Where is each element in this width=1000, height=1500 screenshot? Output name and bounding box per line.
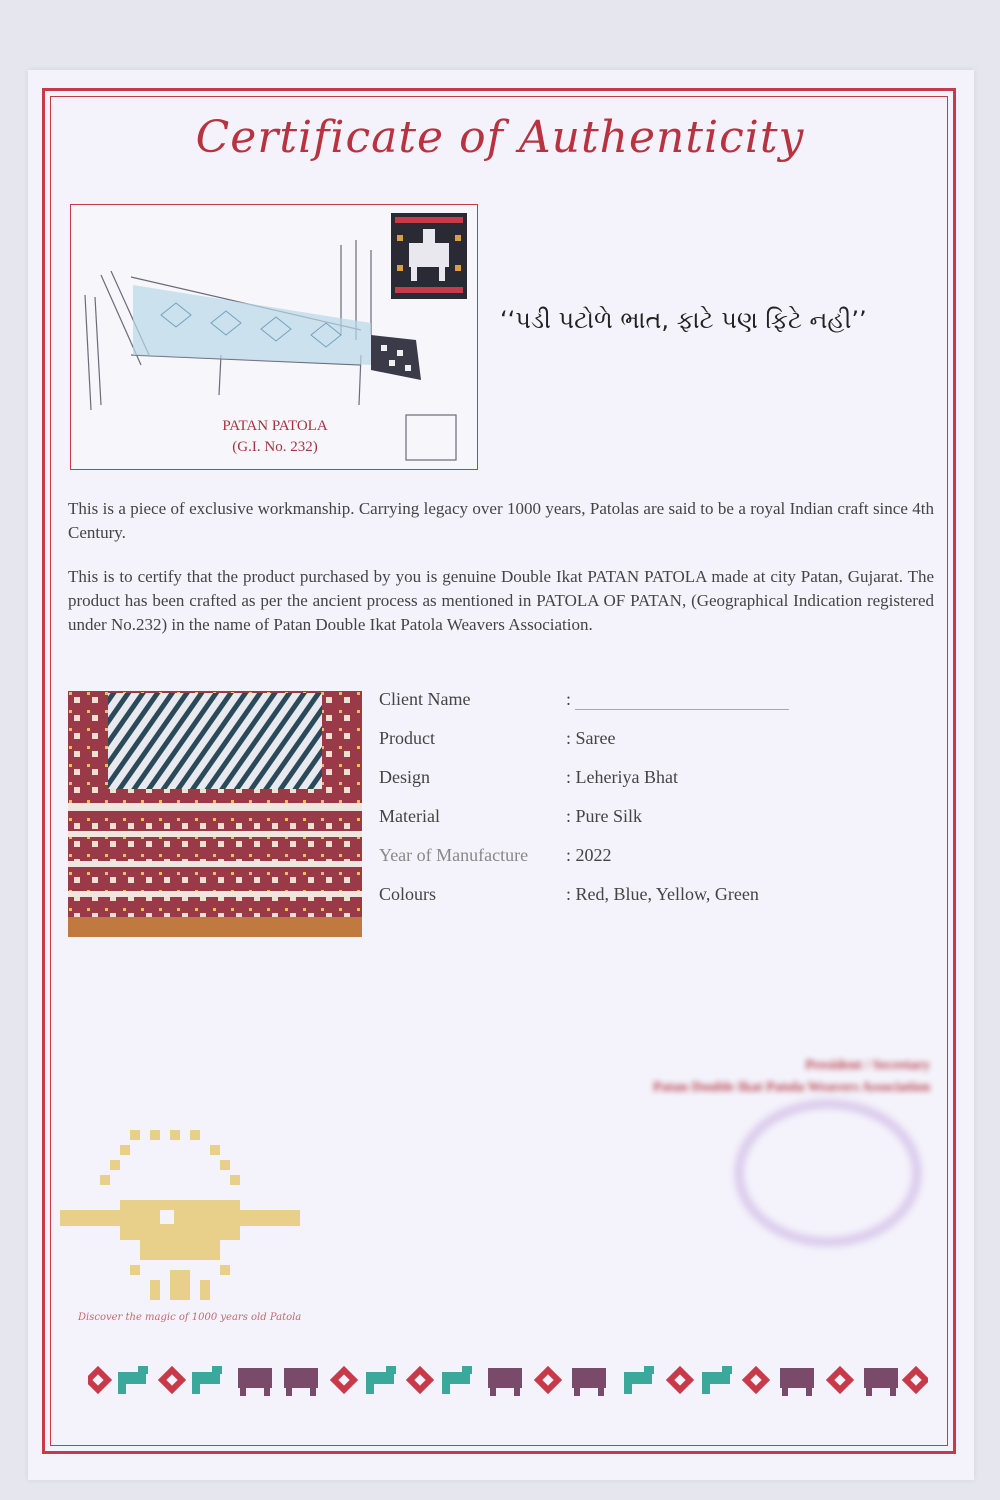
certification-paragraph: This is to certify that the product purchased by you is genuine Double Ikat PATAN PATOLA made at city Patan, Gujarat. The product has been crafted as per the ancient process as mentioned in PATOLA OF PATAN, (Geographical Indication registered under No.232) in the name of Patan Double Ikat Patola Weavers Association. [68,567,934,634]
colours-value: : Red, Blue, Yellow, Green [566,884,759,904]
client-name-label: Client Name [379,689,471,709]
motif-diamond [158,1366,186,1394]
detail-row-product [379,728,939,767]
design-label: Design [379,767,430,787]
motif-diamond [826,1366,854,1394]
detail-row-year [379,845,939,884]
motif-parrot [624,1366,654,1394]
detail-row-colours [379,884,939,923]
product-label: Product [379,728,435,748]
motif-diamond [406,1366,434,1394]
product-value: : Saree [566,728,616,748]
motif-elephant [488,1368,522,1396]
loom-caption-title: PATAN PATOLA [222,418,328,434]
client-name-value: : [566,689,572,709]
motif-elephant [864,1368,898,1396]
year-label: Year of Manufacture [379,845,529,865]
motif-border-row [88,1360,928,1400]
motif-parrot [702,1366,732,1394]
motif-diamond [88,1366,112,1394]
loom-caption-gi: (G.I. No. 232) [232,439,318,455]
motif-parrot [442,1366,472,1394]
certificate-title: Certificate of Authenticity [195,112,805,163]
detail-row-material [379,806,939,845]
client-name-blank-line [575,709,789,710]
loom-caption [150,416,400,458]
design-value: : Leheriya Bhat [566,767,678,787]
motif-parrot [118,1366,148,1394]
material-label: Material [379,806,440,826]
colours-label: Colours [379,884,437,904]
signature-block [530,1055,930,1099]
motif-diamond [534,1366,562,1394]
detail-row-client-name [379,689,939,728]
motif-parrot [192,1366,222,1394]
peacock-logo [60,1130,300,1310]
motif-elephant [780,1368,814,1396]
motif-diamond [902,1366,928,1394]
motif-parrot [366,1366,396,1394]
footer-tagline: Discover the magic of 1000 years old Patola [78,1312,302,1323]
intro-paragraph: This is a piece of exclusive workmanship. Carrying legacy over 1000 years, Patolas are said to be a royal Indian craft since 4th Century. [68,499,934,542]
motif-diamond [330,1366,358,1394]
motif-elephant [238,1368,272,1396]
detail-row-design [379,767,939,806]
product-details [379,689,939,923]
association-seal [735,1100,921,1246]
signatory-org: Patan Double Ikat Patola Weavers Association [652,1080,930,1095]
year-value: : 2022 [566,845,612,865]
gujarati-quote: ‘‘પડી પટોળે ભાત, ફાટે પણ ફિટે નહી’’ [500,306,867,334]
saree-photo [68,691,362,937]
motif-diamond [666,1366,694,1394]
motif-diamond [742,1366,770,1394]
motif-elephant [284,1368,318,1396]
motif-elephant [572,1368,606,1396]
signatory-role: President / Secretary [805,1058,930,1073]
material-value: : Pure Silk [566,806,643,826]
